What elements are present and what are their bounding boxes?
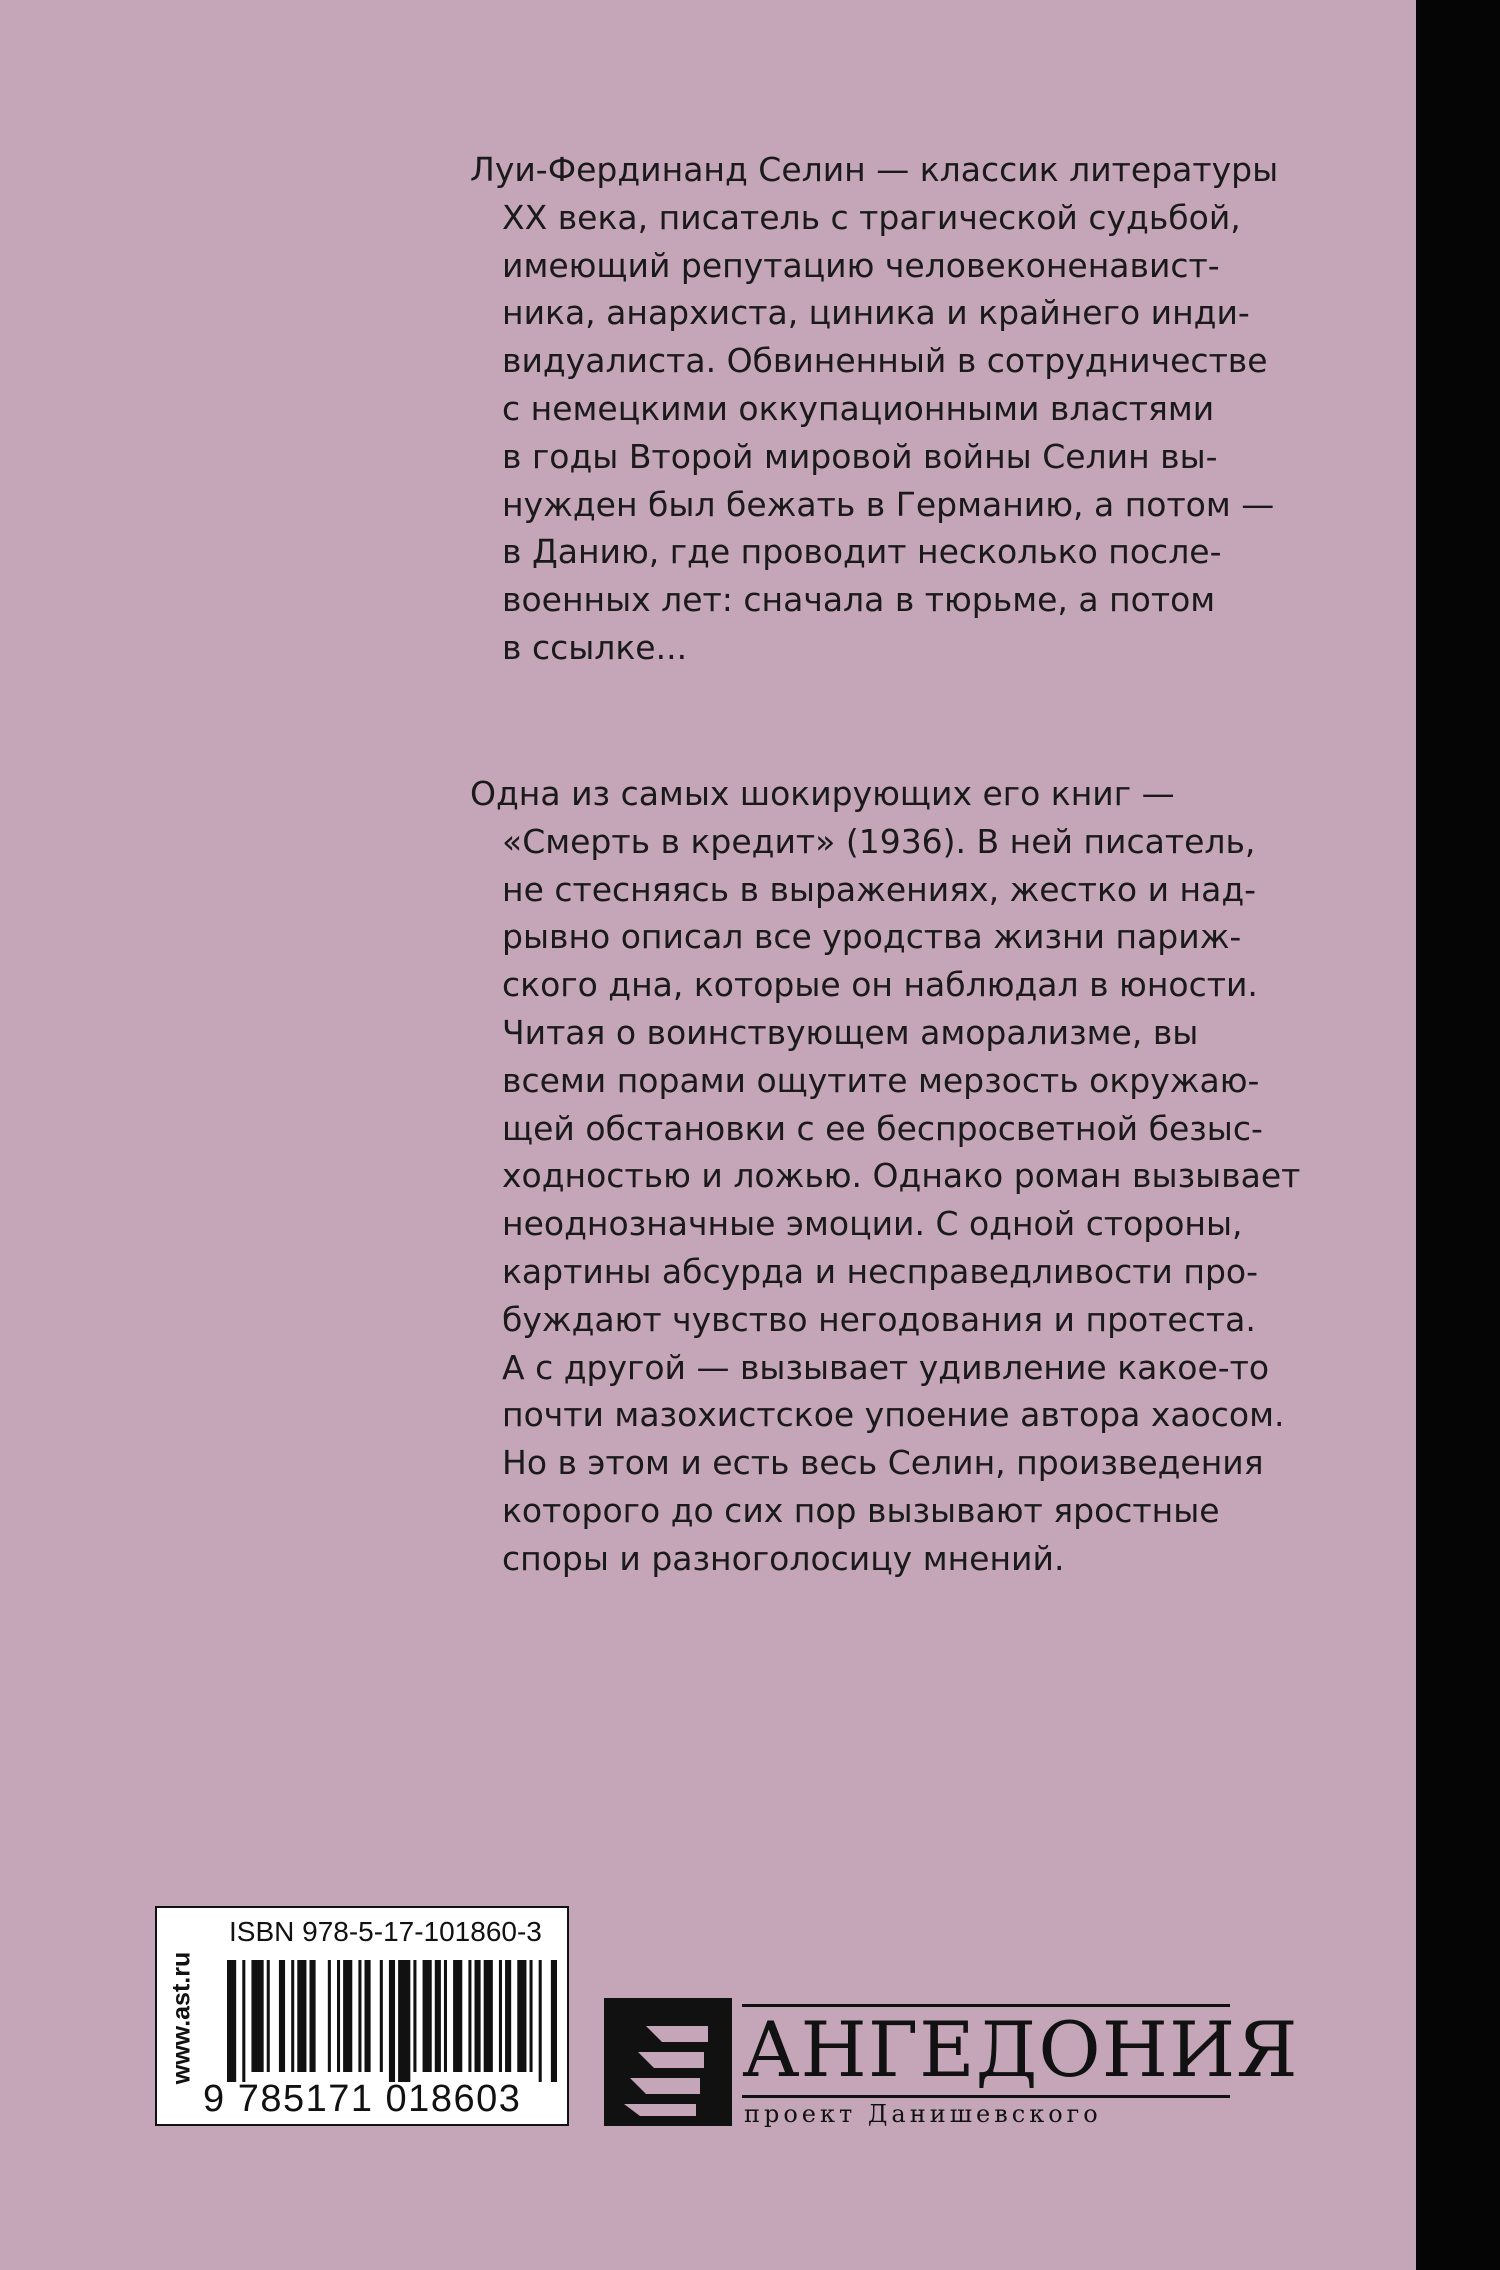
text-line: Луи-Фердинанд Селин — классик литературы — [470, 150, 1279, 189]
text-line: в годы Второй мировой войны Селин вы- — [502, 436, 1218, 476]
text-line: ского дна, которые он наблюдал в юности. — [502, 965, 1258, 1005]
text-line: всеми порами ощутите мерзость окружаю- — [502, 1060, 1260, 1100]
spine-edge — [1416, 0, 1500, 2270]
text-line: А с другой — вызывает удивление какое-то — [502, 1347, 1270, 1387]
publisher-name: АНГЕДОНИЯ — [742, 2004, 1230, 2098]
text-line: Читая о воинствующем аморализме, вы — [502, 1012, 1199, 1052]
text-line: Но в этом и есть весь Селин, произведения — [502, 1443, 1264, 1483]
website-text: www.ast.ru — [167, 1951, 196, 2085]
publisher-subtitle: проект Данишевского — [744, 2100, 1102, 2128]
text-line: нужден был бежать в Германию, а потом — — [502, 484, 1275, 524]
description-paragraph-2 — [470, 770, 1301, 1583]
text-line: Одна из самых шокирующих его книг — — [470, 774, 1175, 813]
text-line: щей обстановки с ее беспросветной безыс- — [502, 1108, 1263, 1148]
text-line: почти мазохистское упоение автора хаосом. — [502, 1395, 1285, 1435]
text-line: военных лет: сначала в тюрьме, а потом — [502, 580, 1216, 620]
text-line: имеющий репутацию человеконенавист- — [502, 245, 1220, 285]
text-line: в Данию, где проводит несколько после- — [502, 532, 1222, 572]
text-line: ходностью и ложью. Однако роман вызывает — [502, 1156, 1301, 1196]
text-line: ника, анархиста, циника и крайнего инди- — [502, 293, 1250, 333]
text-line: которого до сих пор вызывают яростные — [502, 1490, 1220, 1530]
text-line: XX века, писатель с трагической судьбой, — [502, 197, 1241, 237]
text-line: видуалиста. Обвиненный в сотрудничестве — [502, 341, 1268, 381]
isbn-label: ISBN 978-5-17-101860-3 — [229, 1916, 542, 1947]
text-line: в ссылке... — [502, 627, 688, 667]
text-line: с немецкими оккупационными властями — [502, 388, 1215, 428]
barcode-box — [155, 1906, 569, 2126]
barcode-digits: 9 785171 018603 — [203, 2078, 522, 2120]
text-line: буждают чувство негодования и протеста. — [502, 1299, 1256, 1339]
text-line: споры и разноголосицу мнений. — [502, 1538, 1065, 1578]
text-line: рывно описал все уродства жизни париж- — [502, 917, 1242, 957]
text-line: неоднозначные эмоции. С одной стороны, — [502, 1204, 1243, 1244]
description-paragraph-1 — [470, 146, 1279, 672]
text-line: картины абсурда и несправедливости про- — [502, 1251, 1258, 1291]
publisher-logo — [604, 1998, 1299, 2130]
website-label — [163, 1916, 201, 2120]
publisher-mark-icon — [604, 1998, 732, 2126]
barcode-icon — [227, 1960, 557, 2082]
text-line: «Смерть в кредит» (1936). В ней писатель, — [502, 821, 1256, 861]
text-line: не стесняясь в выражениях, жестко и над- — [502, 869, 1257, 909]
